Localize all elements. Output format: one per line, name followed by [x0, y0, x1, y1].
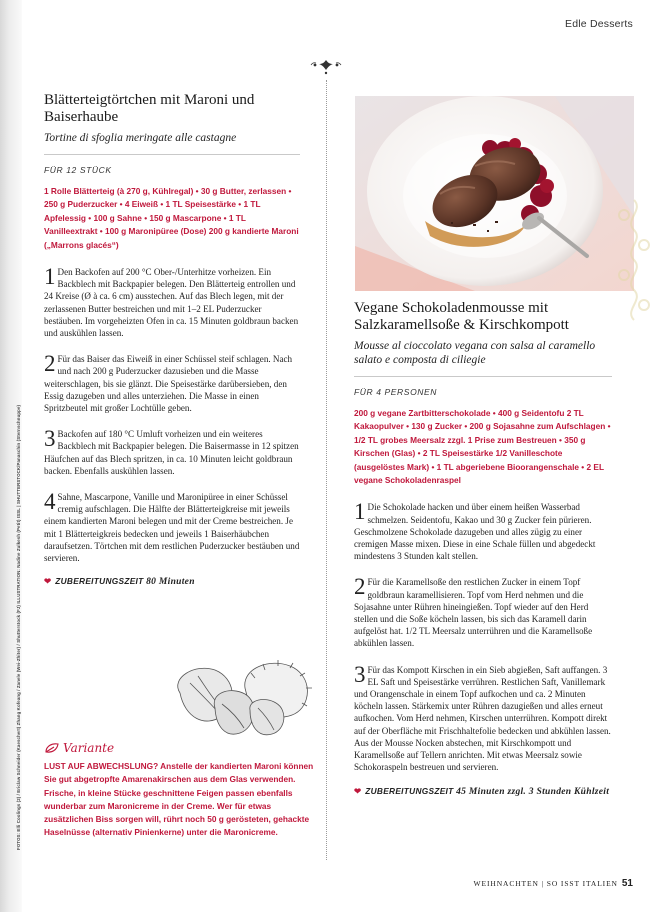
recipe-1-prep-time: [44, 576, 300, 587]
heart-icon: ❤: [44, 576, 52, 587]
dessert-photo: [355, 96, 634, 291]
variante-label: Variante: [63, 741, 115, 755]
step-number: 1: [44, 264, 56, 290]
step-text: Sahne, Mascarpone, Vanille und Maronipüree in einer Schüssel cremig aufschlagen. Die Hälfte der Blätterteigkreise mit jeweils einem kandierten Maroni belegen und mit der Creme bestreichen. Je mit 1 Blätterteigkreis bedecken und jeweils 1 Baiserhäubchen daraufsetzen. Törtchen mit dem restlichen Puderzucker bestäuben und servieren.: [44, 492, 300, 564]
recipe-2-step-2: [354, 576, 612, 649]
step-text: Die Schokolade hacken und über einem heißen Wasserbad schmelzen. Seidentofu, Kakao und 30 g Zucker fein pürieren. Geschmolzene Schokolade dazugeben und alles zügig zu einer cremigen Masse mixen. Diese in eine Schale füllen und abgedeckt mindestens 3 Stunden kalt stellen.: [354, 502, 596, 562]
recipe-1-ingredients: 1 Rolle Blätterteig (à 270 g, Kühlregal) • 30 g Butter, zerlassen • 250 g Puderzucker • 4 Eiweiß • 1 TL Speisestärke • 1 TL Apfelessig • 100 g Sahne • 150 g Mascarpone • 1 TL Vanilleextrakt • 100 g Maronipüree (Dose) 200 g kandierte Maroni („Marrons glacés“): [44, 186, 299, 250]
step-text: Für das Baiser das Eiweiß in einer Schüssel steif schlagen. Nach und nach 200 g Puderzucker dazusieben und die Masse weiterschlagen, bis sie glänzt. Die Speisestärke darübersieben, den Essig dazugeben und alles unterziehen. Die Masse in einen Spritzbeutel mit großer Lochtülle geben.: [44, 354, 293, 414]
step-number: 3: [44, 426, 56, 452]
heart-icon: ❤: [354, 785, 362, 796]
step-text: Den Backofen auf 200 °C Ober-/Unterhitze vorheizen. Ein Backblech mit Backpapier belegen. Den Blätterteig entrollen und 24 Kreise (Ø à ca. 6 cm) ausstechen. Auf das Blech legen, mit der zerlassenen Butter bestreichen und mit 1–2 EL Puderzucker bestäuben. Im vorgeheizten Ofen in ca. 15 Minuten goldbraun backen und auskühlen lassen.: [44, 267, 299, 339]
variante-text: LUST AUF ABWECHSLUNG? Anstelle der kandierten Maroni können Sie gut abgetropfte Amarenakirschen aus dem Glas verwenden. Frische, in kleine Stücke geschnittene Feigen passen ebenfalls wunderbar zum Maronicreme in der Creme. Wer für etwas zusätzlichen Biss sorgen will, rührt noch 50 g gerösteten, gehackte Haselnüsse (alternativ Pinienkerne) unter die Maronicreme.: [44, 761, 314, 838]
step-number: 1: [354, 499, 366, 525]
variante-box: [44, 741, 314, 840]
prep-label: ZUBEREITUNGSZEIT: [365, 785, 454, 796]
section-header: Edle Desserts: [565, 18, 633, 30]
step-text: Für das Kompott Kirschen in ein Sieb abgießen, Saft auffangen. 3 EL Saft und Speisestärke verrühren. Restlichen Saft, Vanillemark und Orangenschale in einem Topf aufkochen und ca. 2 Minuten köcheln lassen. Stärkemix unter Rühren dazugießen und alles erneut aufkochen. Vom Herd nehmen, Kirschen unterrühren. Kompott direkt auf der Oberfläche mit Frischhaltefolie bedecken und abkühlen lassen. Aus der Mousse Nocken abstechen, mit Kirschkompott und Karamellsoße auf Tellern anrichten. Mit etwas Meersalz sowie Schokoraspeln bestreuen und servieren.: [354, 664, 611, 773]
recipe-1-title: Blätterteigtörtchen mit Maroni und Baiserhaube: [44, 92, 255, 125]
prep-value: 80 Minuten: [146, 577, 195, 588]
recipe-1-step-3: [44, 428, 300, 477]
photo-credit-text: FOTOS: Elli Coolings (2) / Ericlaw Schneider (Kaeschert) Zhang Kofeang / Zanele (Wei-Zhiter) / Shutterstock (FJ) ILLUSTRATION: Nadine Zulkesh (Petit) ISSL | SHUTTERSTOCK/Panaschin (Sternschnuppe): [16, 404, 21, 850]
recipe-2: [354, 300, 612, 797]
photo-credit: [4, 404, 21, 850]
recipe-2-subtitle: Mousse al cioccolato vegana con salsa al caramello salato e composta di ciliegie: [354, 340, 596, 366]
decorative-pattern: [614, 190, 655, 340]
divider: [354, 376, 612, 377]
step-text: Backofen auf 180 °C Umluft vorheizen und ein weiteres Backblech mit Backpapier belegen. Die Baisermasse in 12 spitzen Häufchen auf das Blech spritzen, in ca. 10 Minuten leicht goldbraun backen. Ebenfalls auskühlen lassen.: [44, 429, 299, 476]
recipe-1: [44, 92, 300, 587]
page-footer: [474, 878, 633, 889]
leaf-icon: [44, 742, 60, 754]
divider: [44, 154, 300, 155]
step-text: Für die Karamellsoße den restlichen Zucker in einem Topf goldbraun karamellisieren. Topf vom Herd nehmen und die Sojasahne unter Rühren hineingießen. Topf wieder auf den Herd stellen und die Soße köcheln lassen, bis sich das Karamell darin aufgelöst hat. 1/2 TL Meersalz unterrühren und die Karamellsoße abkühlen lassen.: [354, 577, 593, 649]
footer-text: WEIHNACHTEN | SO ISST ITALIEN: [473, 879, 618, 888]
ornament-icon: [309, 58, 343, 76]
recipe-2-ingredients: 200 g vegane Zartbitterschokolade • 400 g Seidentofu 2 TL Kakaopulver • 130 g Zucker • 200 g Sojasahne zum Aufschlagen • 1/2 TL grobes Meersalz zzgl. 1 Prise zum Bestreuen • 350 g Kirschen (Glas) • 2 TL Speisestärke 1/2 Vanilleschote (ausgelöstes Mark) • 1 TL abgeriebene Bioorangenschale • 2 EL vegane Schokoladenraspel: [354, 408, 611, 486]
page-number: 51: [621, 878, 633, 889]
recipe-1-subtitle: Tortine di sfoglia meringate alle castagne: [44, 132, 237, 144]
recipe-2-step-3: [354, 661, 612, 774]
recipe-1-step-4: [44, 491, 300, 564]
prep-label: ZUBEREITUNGSZEIT: [55, 576, 144, 587]
step-number: 2: [44, 351, 56, 377]
variante-heading: [44, 741, 314, 755]
recipe-1-yield: FÜR 12 STÜCK: [44, 165, 112, 175]
chestnut-illustration: [150, 648, 315, 748]
step-number: 3: [354, 661, 366, 687]
recipe-2-prep-time: [354, 786, 612, 797]
recipe-2-title: Vegane Schokoladenmousse mit Salzkaramellsoße & Kirschkompott: [354, 300, 569, 333]
step-number: 4: [44, 489, 56, 515]
recipe-2-step-1: [354, 501, 612, 562]
step-number: 2: [354, 574, 366, 600]
prep-value: 45 Minuten zzgl. 3 Stunden Kühlzeit: [456, 786, 610, 797]
column-divider: [326, 80, 327, 860]
recipe-1-step-1: [44, 266, 300, 339]
recipe-1-step-2: [44, 353, 300, 414]
recipe-2-yield: FÜR 4 PERSONEN: [354, 387, 438, 397]
